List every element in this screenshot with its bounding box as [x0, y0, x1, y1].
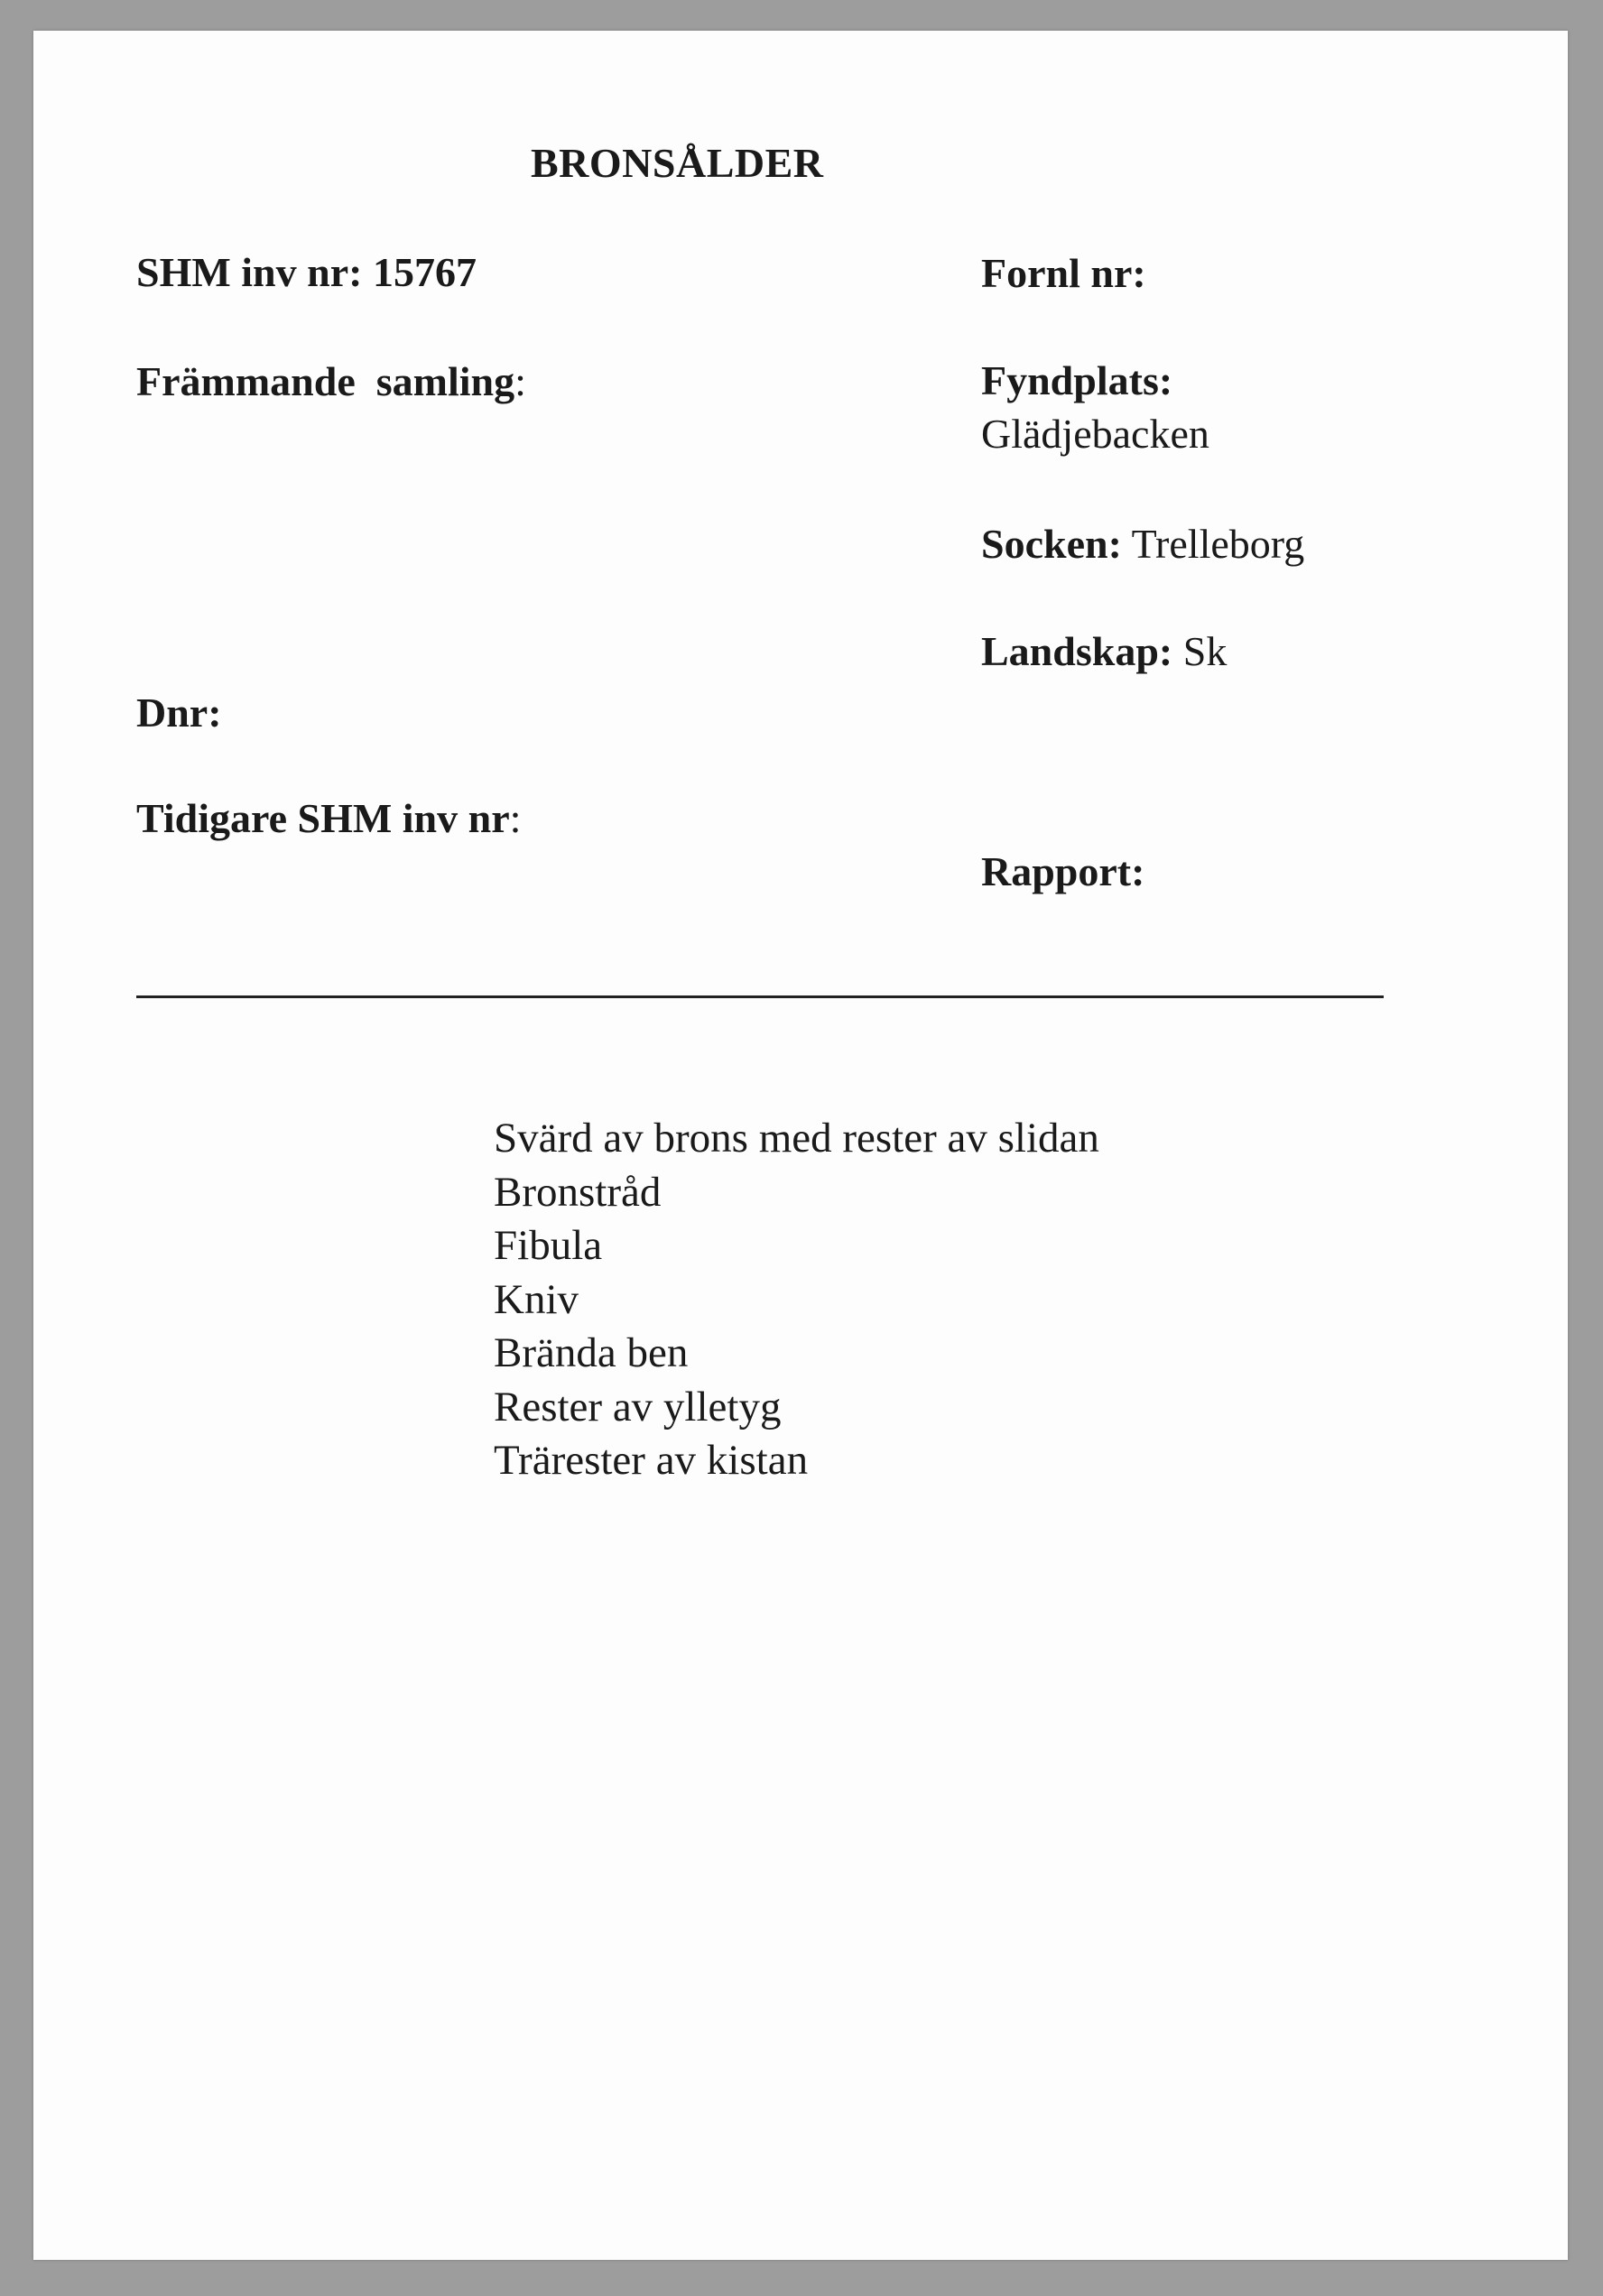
landskap-field [981, 628, 1228, 674]
frammande-samling-field [136, 358, 526, 404]
frammande-samling-colon: : [514, 358, 526, 404]
list-item: Trärester av kistan [494, 1437, 809, 1484]
frammande-samling-label: Främmande samling [136, 358, 515, 404]
fyndplats-label: Fyndplats: [981, 357, 1173, 403]
socken-field [981, 523, 1304, 565]
fyndplats-value: Glädjebacken [981, 411, 1209, 457]
shm-inv-field [136, 249, 477, 295]
tidigare-shm-colon: : [509, 795, 522, 841]
find-items-list [494, 1112, 1099, 1488]
socken-label: Socken: [981, 521, 1122, 567]
page-title: BRONSÅLDER [531, 140, 824, 186]
shm-inv-label: SHM inv nr: [136, 249, 363, 295]
list-item: Bronstråd [494, 1168, 662, 1216]
tidigare-shm-field [136, 795, 522, 841]
divider-line [136, 995, 1384, 998]
socken-value: Trelleborg [1131, 521, 1305, 567]
tidigare-shm-label: Tidigare SHM inv nr [136, 795, 510, 841]
fornl-nr-label: Fornl nr: [981, 250, 1146, 296]
list-item: Svärd av brons med rester av slidan [494, 1115, 1099, 1162]
landskap-label: Landskap: [981, 628, 1173, 674]
list-item: Brända ben [494, 1329, 689, 1376]
list-item: Kniv [494, 1275, 579, 1323]
dnr-label: Dnr: [136, 690, 222, 736]
shm-inv-value: 15767 [372, 249, 477, 295]
list-item: Rester av ylletyg [494, 1383, 782, 1430]
list-item: Fibula [494, 1222, 603, 1269]
rapport-label: Rapport: [981, 848, 1145, 894]
landskap-value: Sk [1182, 628, 1228, 674]
